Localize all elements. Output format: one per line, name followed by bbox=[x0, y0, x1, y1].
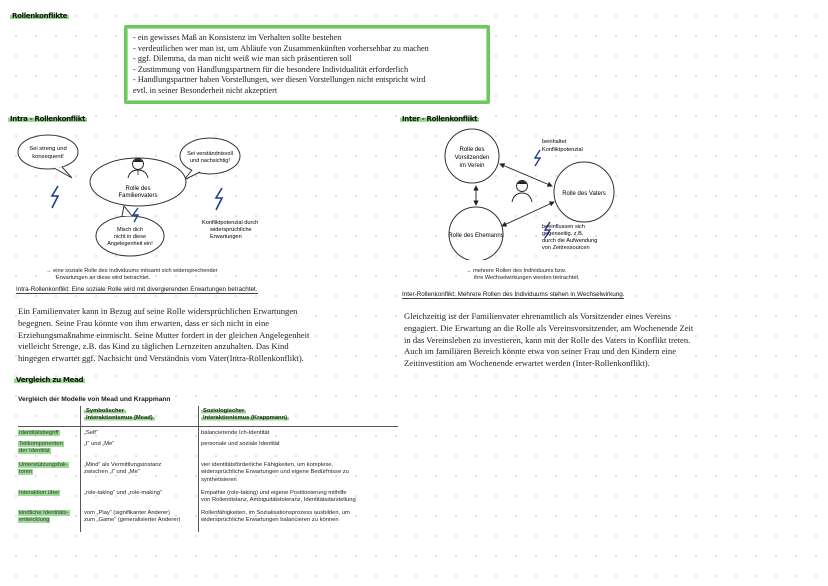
inter-arrow-note-line: ihre Wechselwirkungen werden betrachtet. bbox=[474, 275, 580, 281]
center-role-line: Rolle des bbox=[125, 186, 151, 192]
inter-arrow-note-line: → mehrere Rollen des Individuums bzw. bbox=[466, 268, 567, 274]
paragraph-line: in das Vereinsleben zu investieren, kann mit der Rolle des Vaters in Konflikt treten. bbox=[404, 334, 691, 345]
paragraph-line: Auch im familiären Bereich könnte etwa von seiner Frau und den Kindern eine bbox=[404, 346, 677, 357]
inter-note-bottom-line: von Zeitressourcen bbox=[542, 245, 590, 251]
paragraph-line: engagiert. Die Erwartung an die Rolle als Vereinsvorsitzender, am Wochenende Zeit bbox=[404, 322, 694, 333]
speech-bubble-left bbox=[18, 135, 78, 169]
paragraph-line: Gleichzeitig ist der Familienvater ehrenamtlich als Vorsitzender eines Vereins bbox=[404, 311, 671, 321]
krappmann-cell: widersprüchliche Erwartungen und eigene Bedürfnisse zu bbox=[201, 469, 349, 476]
note-line: evtl. in seiner Besonderheit nicht akzeptiert bbox=[133, 85, 278, 95]
vater-label: Rolle des Vaters bbox=[562, 191, 606, 197]
row-label: Interaktion über bbox=[19, 490, 60, 496]
intra-paragraph bbox=[18, 306, 309, 365]
vorsitz-line: Rolle des bbox=[459, 147, 485, 153]
inter-note-top-line: beinhaltet bbox=[542, 139, 567, 145]
row-label: Unterstützungsfak- bbox=[19, 462, 68, 468]
bubble-bottom-line: Misch dich bbox=[117, 227, 143, 233]
inter-diagram bbox=[440, 128, 650, 260]
comparison-table bbox=[18, 396, 398, 524]
center-role-line: Familienvaters bbox=[118, 193, 158, 199]
inter-caption: Inter-Rollenkonflikt: Mehrere Rollen des Individuums stehen in Wechselwirkung. bbox=[402, 291, 625, 298]
intra-arrow-note-line: Erwartungen an diese wird betrachtet. bbox=[56, 275, 151, 281]
konflikt-line: Konfliktpotenzial durch bbox=[202, 220, 259, 226]
mead-cell: „role-taking“ und „role-making“ bbox=[84, 490, 162, 496]
note-line: - ein gewisses Maß an Konsistenz im Verhalten sollte bestehen bbox=[133, 33, 342, 42]
heading-inter: Inter - Rollenkonflikt bbox=[402, 115, 478, 123]
intra-caption: Intra-Rollenkonflikt: Eine soziale Rolle wird mit divergierenden Erwartungen betrachtet. bbox=[16, 286, 258, 293]
heading-intra: Intra - Rollenkonflikt bbox=[10, 115, 86, 123]
mead-cell: „I“ und „Me“ bbox=[84, 441, 115, 447]
inter-note-bottom-line: durch die Aufwendung bbox=[542, 238, 598, 244]
krappmann-cell: von Rollendistanz, Ambiguitätstoleranz, Identitätsdarstellung bbox=[201, 497, 356, 504]
note-line: - Zustimmung von Handlungspartnern für die besondere Individualität erforderlich bbox=[133, 64, 409, 74]
vorsitz-line: im Verein bbox=[459, 163, 485, 169]
mead-cell: „Mind“ als Vermittlungsinstanz bbox=[84, 462, 162, 468]
mead-cell: „Self“ bbox=[84, 430, 98, 436]
mead-cell: vom „Play“ (signifikanter Anderer) bbox=[84, 510, 171, 516]
bubble-left-line: konsequent! bbox=[32, 154, 64, 160]
note-line: - Handlungspartner haben Vorstellungen, wer diesen Vorstellungen nicht entspricht wird bbox=[133, 75, 426, 85]
row-label: Teilkomponenten bbox=[19, 441, 63, 447]
bubble-right-line: und nachsichtig! bbox=[190, 158, 230, 164]
ehemann-label: Rolle des Ehemanns bbox=[448, 233, 504, 239]
bubble-bottom-line: Angelegenheit ein! bbox=[107, 241, 153, 247]
paragraph-line: begegnen. Seine Frau könnte von ihm erwarten, dass er sich nicht in eine bbox=[18, 317, 270, 328]
krappmann-cell: personale und soziale Identität bbox=[201, 441, 280, 447]
row-label: entwicklung bbox=[19, 517, 50, 524]
intra-arrow-note-line: → eine soziale Rolle des Individuums mitsamt sich widersprechender bbox=[46, 268, 218, 274]
bubble-left-line: Sei streng und bbox=[29, 146, 67, 152]
konflikt-line: widersprüchliche bbox=[210, 227, 252, 233]
row-label: kindliche Identitäts- bbox=[19, 510, 69, 516]
paragraph-line: vielleicht Strenge, z.B. das Kind zu täglichen Lernzeiten anzuhalten. Das Kind bbox=[18, 341, 289, 352]
col2-header-line: Interaktionismus (Krappmann) bbox=[203, 415, 288, 422]
mead-cell: zwischen „I“ und „Me“ bbox=[84, 469, 140, 476]
comparison-title: Vergleich der Modelle von Mead und Krappmann bbox=[18, 396, 171, 403]
intra-diagram bbox=[14, 128, 274, 260]
vorsitz-line: Vorsitzenden bbox=[454, 155, 490, 161]
paragraph-line: Erziehungsmaßnahme einmischt. Seine Mutter fordert in der gleichen Angelegenheit bbox=[18, 329, 310, 340]
krappmann-cell: Rollenfähigkeiten, im Sozialisationsprozess ausbilden, um bbox=[201, 510, 350, 516]
lightning-icon bbox=[216, 188, 222, 210]
paragraph-line: hingegen erwartet ggf. Nachsicht und Verständnis vom Vater(Intra-Rollenkonflikt). bbox=[18, 353, 304, 364]
konflikt-line: Erwartungen bbox=[210, 234, 242, 240]
note-line: - ggf. Dilemma, da man nicht weiß wie man sich präsentieren soll bbox=[133, 54, 352, 64]
heading-rollenkonflikte: Rollenkonflikte bbox=[12, 12, 68, 20]
row-label: Identitätsbegriff bbox=[19, 430, 59, 436]
mead-cell: zum „Game“ (generalisierter Anderer) bbox=[84, 517, 181, 524]
row-label: der Identität bbox=[19, 448, 50, 455]
lightning-icon bbox=[535, 150, 540, 166]
inter-arrow-note bbox=[466, 268, 580, 282]
note-box bbox=[124, 25, 490, 104]
row-label: toren bbox=[19, 469, 33, 476]
bubble-bottom-line: nicht in diese bbox=[113, 234, 147, 240]
lightning-icon bbox=[52, 186, 58, 208]
krappmann-cell: synthetisieren bbox=[201, 476, 237, 483]
inter-note-top-line: Konfliktpotenzial bbox=[542, 147, 583, 153]
inter-note-bottom-line: beeinflussen sich bbox=[542, 224, 585, 230]
person-icon bbox=[512, 181, 532, 203]
paragraph-line: Ein Familienvater kann in Bezug auf seine Rolle widersprüchlichen Erwartungen bbox=[18, 306, 298, 316]
note-line: - verdeutlichen wer man ist, um Abläufe von Zusammenkünften vorhersehbar zu machen bbox=[133, 43, 429, 53]
krappmann-cell: balancierende Ich-Identität bbox=[201, 430, 270, 436]
krappmann-cell: vier identitätsförderliche Fähigkeiten, um komplexe, bbox=[201, 462, 334, 468]
col2-header-line: Soziologischer bbox=[203, 408, 245, 414]
inter-note-bottom-line: gegenseitig, z.B. bbox=[542, 231, 584, 237]
bubble-right-line: Sei verständnisvoll bbox=[187, 151, 233, 157]
krappmann-cell: Empathie (role-taking) und eigene Positionierung mithilfe bbox=[201, 490, 347, 496]
krappmann-cell: widersprüchliche Erwartungen balancieren zu können bbox=[201, 517, 339, 524]
col1-header-line: Symbolischer bbox=[86, 408, 125, 414]
heading-vergleich: Vergleich zu Mead bbox=[16, 376, 84, 384]
paragraph-line: Zeitinvestition am Wochenende erwartet werden (Inter-Rollenkonflikt). bbox=[404, 358, 650, 369]
intra-arrow-note bbox=[46, 268, 218, 282]
col1-header-line: Interaktionismus (Mead) bbox=[86, 415, 153, 422]
inter-paragraph bbox=[404, 311, 693, 370]
